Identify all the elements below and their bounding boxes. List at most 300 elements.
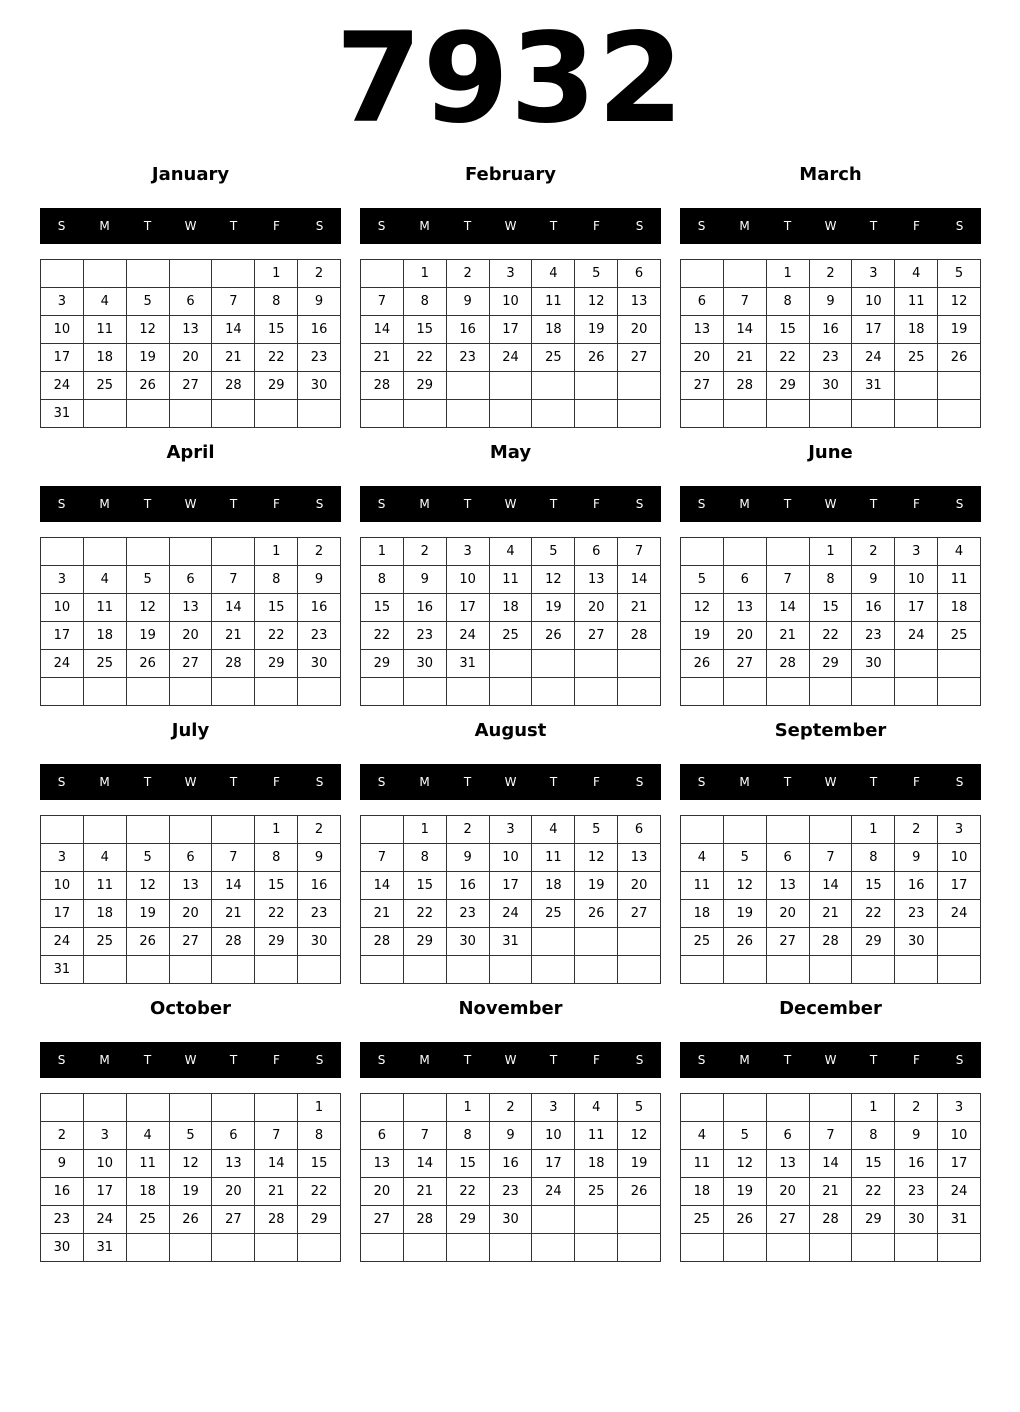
day-grid <box>680 1093 981 1262</box>
weekday-label: W <box>184 775 197 789</box>
day-cell: 6 <box>361 1122 404 1150</box>
empty-cell <box>41 538 84 566</box>
month-name: September <box>774 720 887 741</box>
empty-cell <box>490 1234 533 1262</box>
empty-cell <box>532 650 575 678</box>
day-grid <box>40 537 341 706</box>
day-grid <box>680 537 981 706</box>
day-cell: 16 <box>810 316 853 344</box>
weekday-label: T <box>869 1053 878 1067</box>
weekday-label: S <box>697 219 706 233</box>
weekday-header <box>360 764 661 800</box>
day-cell: 14 <box>255 1150 298 1178</box>
weekday-label: T <box>143 219 152 233</box>
day-cell: 11 <box>895 288 938 316</box>
day-cell: 2 <box>895 816 938 844</box>
day-cell: 12 <box>724 872 767 900</box>
day-cell: 22 <box>298 1178 341 1206</box>
day-cell: 2 <box>447 816 490 844</box>
day-cell: 9 <box>404 566 447 594</box>
day-cell: 11 <box>938 566 981 594</box>
day-cell: 8 <box>852 844 895 872</box>
empty-cell <box>895 650 938 678</box>
day-cell: 17 <box>41 344 84 372</box>
weekday-label: M <box>419 219 430 233</box>
weekday-label: F <box>273 497 280 511</box>
day-cell: 26 <box>170 1206 213 1234</box>
day-cell: 31 <box>852 372 895 400</box>
day-cell: 17 <box>490 316 533 344</box>
day-cell: 24 <box>938 1178 981 1206</box>
empty-cell <box>298 956 341 984</box>
day-cell: 19 <box>127 344 170 372</box>
day-grid <box>360 537 661 706</box>
day-cell: 13 <box>681 316 724 344</box>
weekday-label: T <box>869 775 878 789</box>
day-cell: 30 <box>298 650 341 678</box>
empty-cell <box>532 372 575 400</box>
day-cell: 19 <box>618 1150 661 1178</box>
weekday-label: S <box>635 219 644 233</box>
day-cell: 12 <box>575 844 618 872</box>
empty-cell <box>938 956 981 984</box>
day-cell: 24 <box>895 622 938 650</box>
day-cell: 6 <box>170 288 213 316</box>
day-cell: 9 <box>447 288 490 316</box>
day-cell: 19 <box>724 900 767 928</box>
day-cell: 26 <box>575 900 618 928</box>
day-cell: 26 <box>127 372 170 400</box>
weekday-header <box>40 1042 341 1078</box>
day-cell: 10 <box>41 872 84 900</box>
day-cell: 5 <box>127 288 170 316</box>
weekday-header <box>40 208 341 244</box>
day-cell: 11 <box>681 872 724 900</box>
weekday-label: S <box>57 1053 66 1067</box>
empty-cell <box>84 1094 127 1122</box>
weekday-label: W <box>504 497 517 511</box>
weekday-label: T <box>143 775 152 789</box>
day-cell: 21 <box>810 900 853 928</box>
weekday-label: W <box>824 219 837 233</box>
empty-cell <box>447 1234 490 1262</box>
empty-cell <box>404 956 447 984</box>
weekday-label: T <box>869 219 878 233</box>
month-name: May <box>489 442 532 463</box>
empty-cell <box>84 538 127 566</box>
day-cell: 18 <box>127 1178 170 1206</box>
empty-cell <box>84 816 127 844</box>
month-name: April <box>166 442 215 463</box>
day-cell: 22 <box>810 622 853 650</box>
day-cell: 14 <box>810 1150 853 1178</box>
weekday-label: S <box>57 775 66 789</box>
weekday-label: M <box>419 1053 430 1067</box>
day-cell: 15 <box>810 594 853 622</box>
weekday-label: S <box>377 219 386 233</box>
day-cell: 7 <box>212 566 255 594</box>
day-cell: 29 <box>810 650 853 678</box>
day-cell: 21 <box>724 344 767 372</box>
empty-cell <box>895 1234 938 1262</box>
day-cell: 25 <box>490 622 533 650</box>
day-cell: 15 <box>767 316 810 344</box>
weekday-label: T <box>783 219 792 233</box>
day-cell: 22 <box>255 344 298 372</box>
day-cell: 27 <box>170 650 213 678</box>
day-cell: 10 <box>490 288 533 316</box>
day-cell: 19 <box>170 1178 213 1206</box>
day-cell: 22 <box>447 1178 490 1206</box>
day-cell: 12 <box>532 566 575 594</box>
weekday-label: S <box>315 1053 324 1067</box>
day-cell: 13 <box>618 844 661 872</box>
day-cell: 15 <box>361 594 404 622</box>
empty-cell <box>127 400 170 428</box>
day-cell: 10 <box>41 316 84 344</box>
weekday-header <box>360 486 661 522</box>
day-cell: 17 <box>938 1150 981 1178</box>
day-cell: 17 <box>447 594 490 622</box>
day-cell: 30 <box>41 1234 84 1262</box>
day-cell: 21 <box>810 1178 853 1206</box>
weekday-label: M <box>99 1053 110 1067</box>
empty-cell <box>852 956 895 984</box>
day-cell: 9 <box>852 566 895 594</box>
empty-cell <box>84 260 127 288</box>
day-cell: 1 <box>361 538 404 566</box>
empty-cell <box>255 400 298 428</box>
day-cell: 21 <box>618 594 661 622</box>
day-cell: 24 <box>852 344 895 372</box>
day-cell: 25 <box>84 650 127 678</box>
empty-cell <box>767 678 810 706</box>
day-cell: 17 <box>84 1178 127 1206</box>
empty-cell <box>404 400 447 428</box>
day-cell: 23 <box>490 1178 533 1206</box>
day-cell: 14 <box>212 872 255 900</box>
weekday-label: S <box>635 775 644 789</box>
day-cell: 17 <box>490 872 533 900</box>
day-cell: 27 <box>575 622 618 650</box>
day-cell: 3 <box>490 260 533 288</box>
empty-cell <box>212 1094 255 1122</box>
empty-cell <box>41 816 84 844</box>
day-cell: 1 <box>767 260 810 288</box>
day-cell: 6 <box>618 260 661 288</box>
day-cell: 6 <box>618 816 661 844</box>
day-cell: 8 <box>255 288 298 316</box>
weekday-label: F <box>593 219 600 233</box>
day-cell: 10 <box>852 288 895 316</box>
empty-cell <box>212 678 255 706</box>
weekday-label: S <box>697 497 706 511</box>
day-cell: 23 <box>298 622 341 650</box>
day-cell: 22 <box>255 900 298 928</box>
day-cell: 18 <box>681 900 724 928</box>
weekday-label: T <box>463 219 472 233</box>
day-cell: 10 <box>938 844 981 872</box>
day-cell: 5 <box>127 566 170 594</box>
day-cell: 10 <box>532 1122 575 1150</box>
empty-cell <box>618 956 661 984</box>
empty-cell <box>127 260 170 288</box>
day-cell: 28 <box>212 372 255 400</box>
day-cell: 7 <box>361 288 404 316</box>
day-cell: 31 <box>938 1206 981 1234</box>
day-cell: 15 <box>852 1150 895 1178</box>
day-cell: 9 <box>490 1122 533 1150</box>
empty-cell <box>575 1234 618 1262</box>
day-cell: 23 <box>298 900 341 928</box>
weekday-label: T <box>229 497 238 511</box>
empty-cell <box>575 650 618 678</box>
empty-cell <box>212 400 255 428</box>
day-cell: 20 <box>170 622 213 650</box>
empty-cell <box>490 372 533 400</box>
empty-cell <box>41 1094 84 1122</box>
weekday-label: W <box>824 775 837 789</box>
day-cell: 1 <box>404 260 447 288</box>
empty-cell <box>724 678 767 706</box>
day-cell: 3 <box>895 538 938 566</box>
day-cell: 14 <box>618 566 661 594</box>
empty-cell <box>724 260 767 288</box>
day-cell: 16 <box>298 872 341 900</box>
day-cell: 2 <box>298 538 341 566</box>
day-cell: 13 <box>212 1150 255 1178</box>
weekday-label: S <box>955 219 964 233</box>
month-name: December <box>779 998 882 1019</box>
day-cell: 3 <box>41 288 84 316</box>
empty-cell <box>938 928 981 956</box>
day-cell: 13 <box>170 594 213 622</box>
day-cell: 11 <box>575 1122 618 1150</box>
day-cell: 12 <box>724 1150 767 1178</box>
weekday-label: S <box>315 497 324 511</box>
day-cell: 8 <box>810 566 853 594</box>
day-cell: 10 <box>447 566 490 594</box>
day-cell: 22 <box>767 344 810 372</box>
day-cell: 17 <box>938 872 981 900</box>
weekday-label: M <box>739 219 750 233</box>
weekday-label: T <box>463 775 472 789</box>
empty-cell <box>681 400 724 428</box>
weekday-label: S <box>57 219 66 233</box>
day-cell: 7 <box>767 566 810 594</box>
day-cell: 13 <box>618 288 661 316</box>
empty-cell <box>895 956 938 984</box>
day-cell: 29 <box>255 372 298 400</box>
day-cell: 21 <box>212 900 255 928</box>
day-cell: 29 <box>767 372 810 400</box>
day-cell: 14 <box>212 316 255 344</box>
empty-cell <box>127 956 170 984</box>
day-cell: 19 <box>127 900 170 928</box>
day-grid <box>40 815 341 984</box>
day-cell: 20 <box>170 900 213 928</box>
day-cell: 23 <box>298 344 341 372</box>
empty-cell <box>618 1234 661 1262</box>
day-cell: 15 <box>255 316 298 344</box>
weekday-label: W <box>504 219 517 233</box>
day-cell: 5 <box>724 844 767 872</box>
empty-cell <box>404 678 447 706</box>
day-cell: 23 <box>895 900 938 928</box>
empty-cell <box>681 260 724 288</box>
weekday-label: T <box>549 497 558 511</box>
day-cell: 7 <box>404 1122 447 1150</box>
day-cell: 5 <box>170 1122 213 1150</box>
empty-cell <box>532 928 575 956</box>
weekday-label: S <box>315 775 324 789</box>
day-cell: 24 <box>490 344 533 372</box>
day-cell: 27 <box>212 1206 255 1234</box>
day-cell: 21 <box>212 622 255 650</box>
empty-cell <box>938 678 981 706</box>
empty-cell <box>681 816 724 844</box>
empty-cell <box>618 372 661 400</box>
day-cell: 6 <box>170 566 213 594</box>
empty-cell <box>532 956 575 984</box>
day-cell: 14 <box>767 594 810 622</box>
empty-cell <box>490 650 533 678</box>
day-cell: 27 <box>681 372 724 400</box>
day-cell: 29 <box>361 650 404 678</box>
day-cell: 9 <box>298 288 341 316</box>
day-cell: 30 <box>298 372 341 400</box>
day-cell: 27 <box>618 900 661 928</box>
empty-cell <box>767 1094 810 1122</box>
day-cell: 5 <box>532 538 575 566</box>
day-cell: 9 <box>895 1122 938 1150</box>
day-cell: 25 <box>681 1206 724 1234</box>
day-cell: 13 <box>724 594 767 622</box>
month-name: June <box>808 442 853 463</box>
day-cell: 31 <box>41 956 84 984</box>
day-cell: 26 <box>618 1178 661 1206</box>
day-cell: 20 <box>681 344 724 372</box>
weekday-label: W <box>184 497 197 511</box>
day-cell: 8 <box>852 1122 895 1150</box>
day-cell: 15 <box>447 1150 490 1178</box>
day-cell: 25 <box>938 622 981 650</box>
empty-cell <box>361 1234 404 1262</box>
day-cell: 23 <box>41 1206 84 1234</box>
day-cell: 26 <box>127 928 170 956</box>
day-cell: 4 <box>84 566 127 594</box>
empty-cell <box>361 400 404 428</box>
day-cell: 19 <box>532 594 575 622</box>
day-cell: 8 <box>255 566 298 594</box>
day-cell: 1 <box>298 1094 341 1122</box>
day-cell: 16 <box>41 1178 84 1206</box>
empty-cell <box>810 400 853 428</box>
day-cell: 9 <box>41 1150 84 1178</box>
day-cell: 12 <box>938 288 981 316</box>
day-grid <box>360 1093 661 1262</box>
day-cell: 30 <box>852 650 895 678</box>
day-cell: 23 <box>852 622 895 650</box>
day-cell: 2 <box>852 538 895 566</box>
day-cell: 7 <box>810 844 853 872</box>
day-cell: 26 <box>575 344 618 372</box>
day-cell: 5 <box>575 260 618 288</box>
day-cell: 6 <box>170 844 213 872</box>
empty-cell <box>767 1234 810 1262</box>
day-cell: 28 <box>212 650 255 678</box>
day-cell: 15 <box>298 1150 341 1178</box>
day-cell: 27 <box>767 928 810 956</box>
day-cell: 21 <box>361 344 404 372</box>
weekday-label: M <box>99 497 110 511</box>
day-cell: 20 <box>618 872 661 900</box>
day-cell: 11 <box>84 316 127 344</box>
empty-cell <box>361 956 404 984</box>
day-cell: 20 <box>575 594 618 622</box>
day-cell: 7 <box>810 1122 853 1150</box>
empty-cell <box>404 1234 447 1262</box>
day-cell: 20 <box>618 316 661 344</box>
day-cell: 6 <box>681 288 724 316</box>
day-cell: 18 <box>84 622 127 650</box>
day-cell: 7 <box>255 1122 298 1150</box>
day-cell: 15 <box>255 594 298 622</box>
day-cell: 12 <box>618 1122 661 1150</box>
day-grid <box>680 259 981 428</box>
empty-cell <box>618 928 661 956</box>
weekday-label: S <box>635 497 644 511</box>
day-cell: 27 <box>724 650 767 678</box>
day-cell: 25 <box>532 900 575 928</box>
day-cell: 22 <box>404 344 447 372</box>
weekday-label: S <box>955 1053 964 1067</box>
day-cell: 9 <box>810 288 853 316</box>
day-cell: 28 <box>810 1206 853 1234</box>
weekday-label: M <box>99 219 110 233</box>
weekday-label: T <box>869 497 878 511</box>
day-cell: 25 <box>681 928 724 956</box>
empty-cell <box>938 400 981 428</box>
empty-cell <box>255 1234 298 1262</box>
year-title: 7932 <box>335 7 685 151</box>
day-cell: 23 <box>810 344 853 372</box>
day-cell: 28 <box>255 1206 298 1234</box>
empty-cell <box>361 260 404 288</box>
day-cell: 16 <box>404 594 447 622</box>
weekday-label: T <box>783 497 792 511</box>
day-cell: 24 <box>41 372 84 400</box>
day-cell: 15 <box>404 316 447 344</box>
day-cell: 21 <box>404 1178 447 1206</box>
empty-cell <box>810 1094 853 1122</box>
day-cell: 8 <box>767 288 810 316</box>
day-cell: 4 <box>532 816 575 844</box>
weekday-label: W <box>184 219 197 233</box>
month-name: February <box>464 164 557 185</box>
day-cell: 29 <box>404 928 447 956</box>
empty-cell <box>575 928 618 956</box>
day-cell: 27 <box>618 344 661 372</box>
weekday-header <box>360 208 661 244</box>
empty-cell <box>170 1234 213 1262</box>
day-cell: 18 <box>532 316 575 344</box>
empty-cell <box>724 956 767 984</box>
weekday-label: S <box>955 497 964 511</box>
empty-cell <box>490 678 533 706</box>
day-cell: 21 <box>212 344 255 372</box>
empty-cell <box>41 678 84 706</box>
